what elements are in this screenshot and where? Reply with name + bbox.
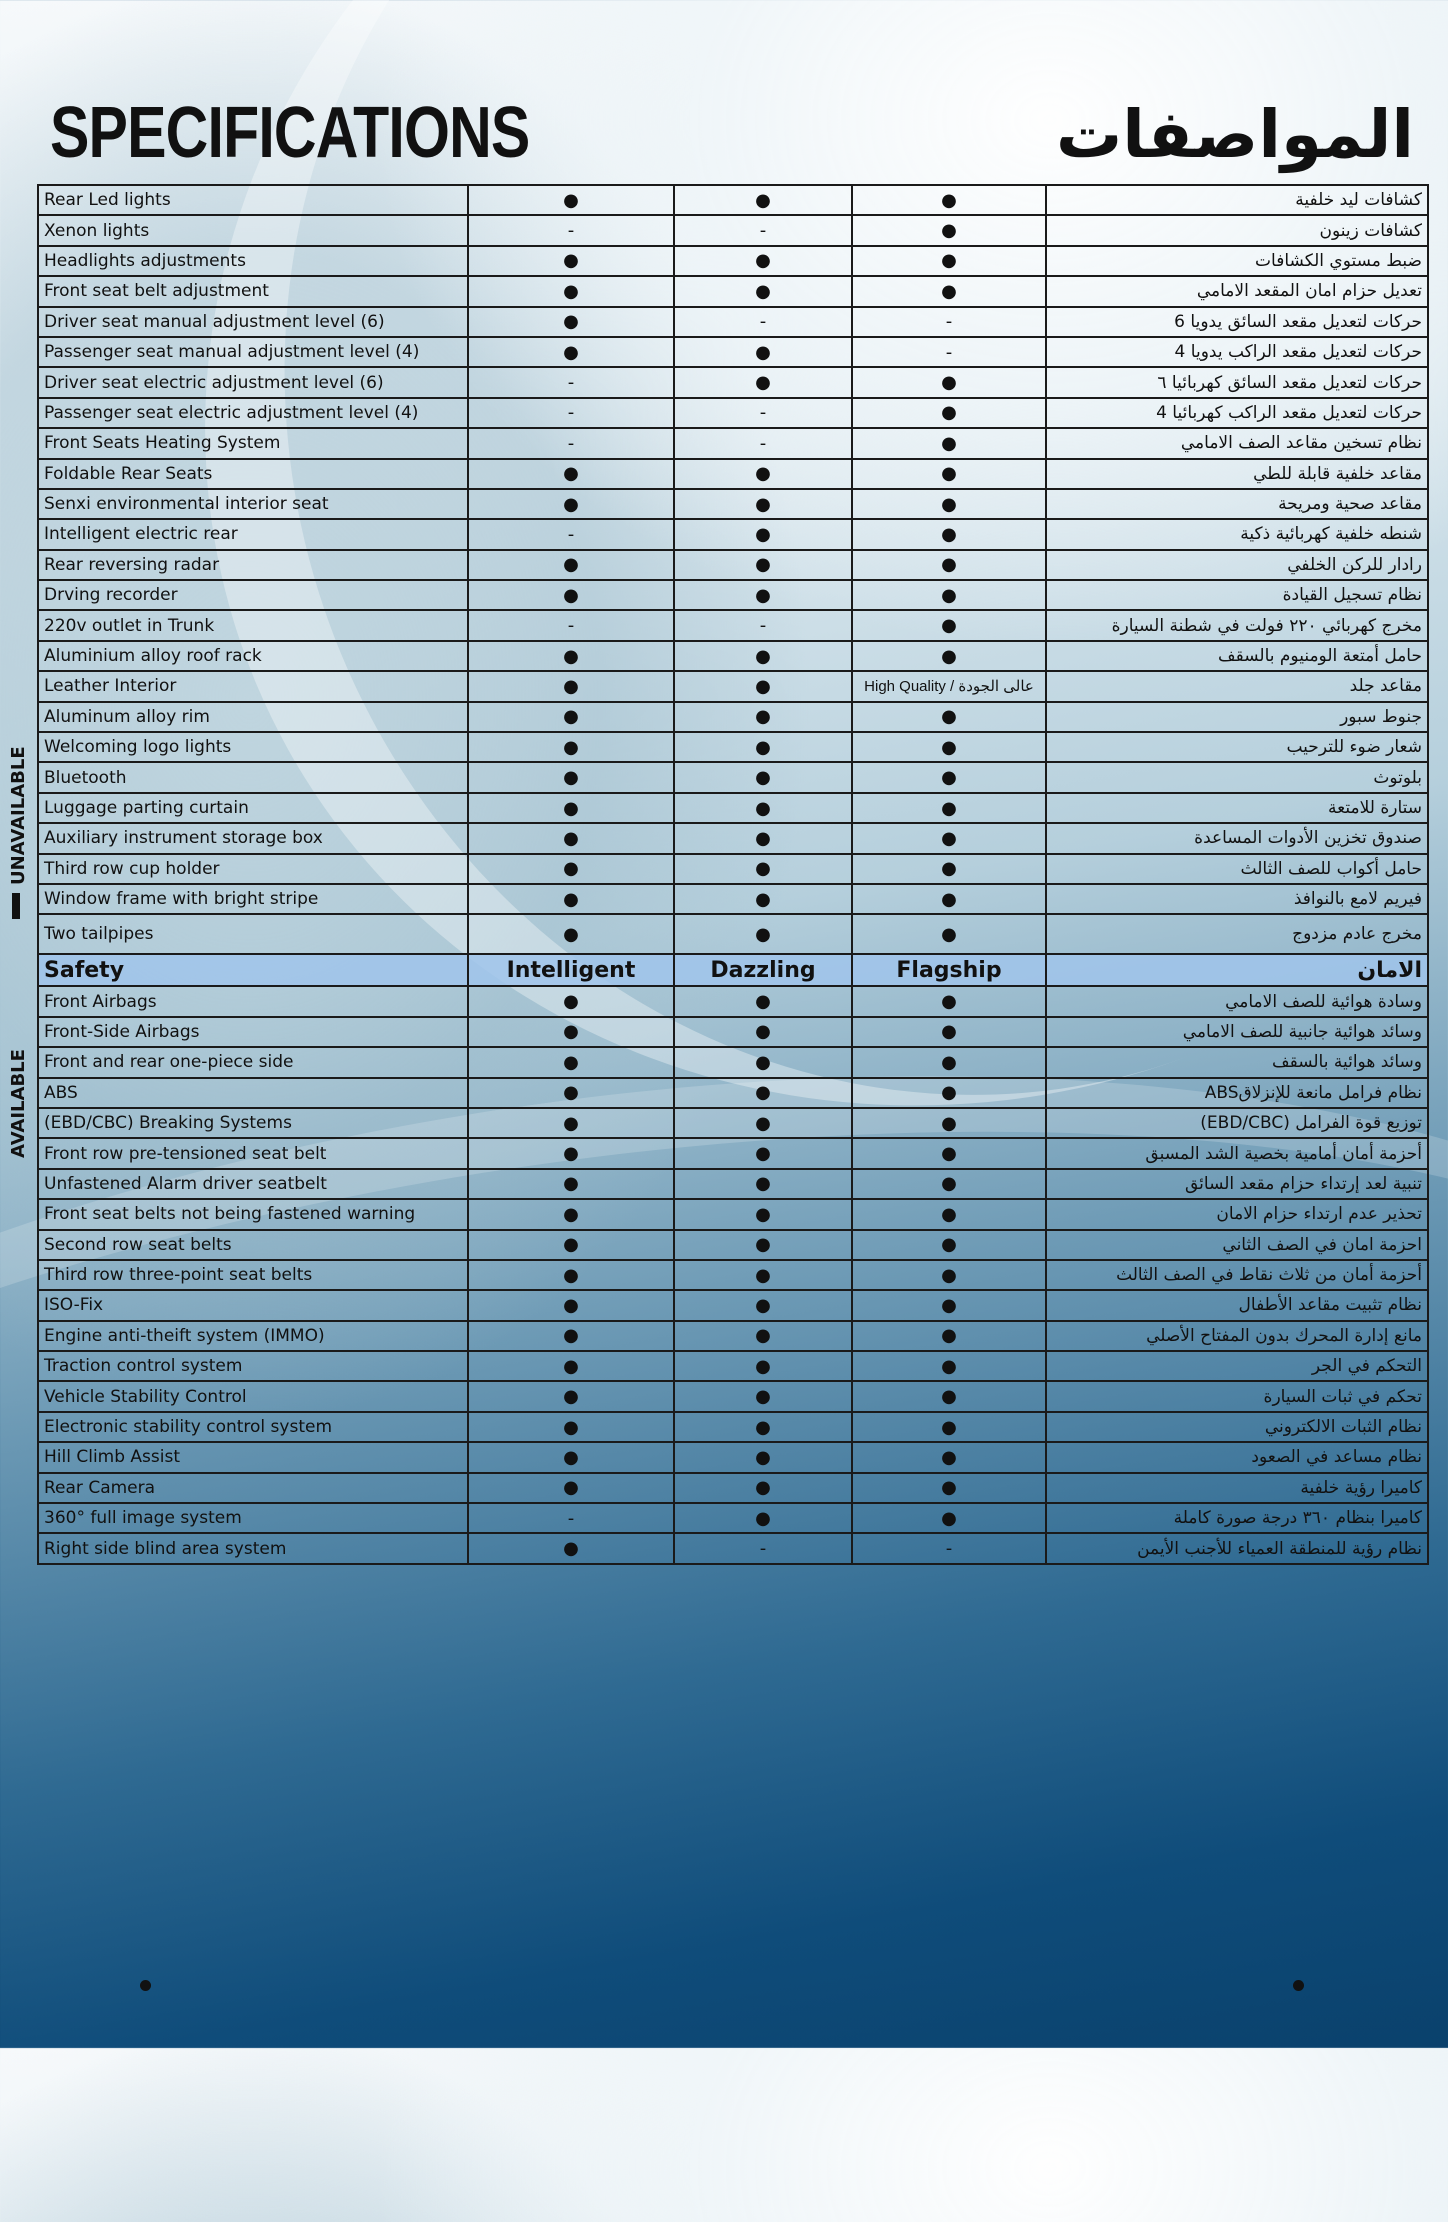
- availability-intelligent: -: [468, 1503, 674, 1533]
- availability-intelligent: ●: [468, 1078, 674, 1108]
- feature-name-arabic: حركات لتعديل مقعد السائق يدويا 6: [1046, 307, 1428, 337]
- availability-intelligent: -: [468, 610, 674, 640]
- availability-dazzling: ●: [674, 1473, 852, 1503]
- availability-dazzling: ●: [674, 185, 852, 215]
- specifications-table: [37, 184, 1429, 1565]
- availability-intelligent: ●: [468, 854, 674, 884]
- availability-flagship: ●: [852, 1412, 1046, 1442]
- feature-name-english: Passenger seat manual adjustment level (4): [38, 337, 468, 367]
- feature-name-english: Driver seat manual adjustment level (6): [38, 307, 468, 337]
- availability-dazzling: ●: [674, 276, 852, 306]
- availability-dazzling: ●: [674, 1290, 852, 1320]
- availability-flagship: ●: [852, 1108, 1046, 1138]
- availability-flagship: ●: [852, 641, 1046, 671]
- feature-name-english: Rear Led lights: [38, 185, 468, 215]
- availability-flagship: ●: [852, 1442, 1046, 1472]
- feature-name-english: Bluetooth: [38, 762, 468, 792]
- feature-name-english: Front Airbags: [38, 986, 468, 1016]
- availability-flagship: ●: [852, 215, 1046, 245]
- spec-row: [38, 1108, 1428, 1138]
- availability-flagship: ●: [852, 1290, 1046, 1320]
- availability-intelligent: ●: [468, 1381, 674, 1411]
- feature-name-english: Headlights adjustments: [38, 246, 468, 276]
- features-section: [38, 185, 1428, 954]
- availability-flagship: ●: [852, 1047, 1046, 1077]
- availability-dazzling: ●: [674, 762, 852, 792]
- availability-dazzling: ●: [674, 641, 852, 671]
- availability-flagship: ●: [852, 246, 1046, 276]
- availability-intelligent: ●: [468, 1351, 674, 1381]
- availability-intelligent: ●: [468, 185, 674, 215]
- availability-flagship: ●: [852, 1473, 1046, 1503]
- feature-name-arabic: وسائد هوائية جانبية للصف الامامي: [1046, 1017, 1428, 1047]
- feature-name-arabic: فيريم لامع بالنوافذ: [1046, 884, 1428, 914]
- availability-intelligent: ●: [468, 671, 674, 701]
- availability-intelligent: ●: [468, 1473, 674, 1503]
- availability-flagship: ●: [852, 519, 1046, 549]
- feature-name-english: Third row three-point seat belts: [38, 1260, 468, 1290]
- spec-row: [38, 1442, 1428, 1472]
- feature-name-arabic: تنبية لعد إرتداء حزام مقعد السائق: [1046, 1169, 1428, 1199]
- availability-dazzling: -: [674, 610, 852, 640]
- availability-intelligent: ●: [468, 1017, 674, 1047]
- unavailable-label: UNAVAILABLE: [8, 746, 29, 885]
- feature-name-english: Leather Interior: [38, 671, 468, 701]
- feature-name-english: Passenger seat electric adjustment level (4): [38, 398, 468, 428]
- availability-intelligent: ●: [468, 986, 674, 1016]
- availability-dazzling: ●: [674, 1381, 852, 1411]
- availability-flagship: ●: [852, 1503, 1046, 1533]
- availability-intelligent: ●: [468, 732, 674, 762]
- feature-name-arabic: وسادة هوائية للصف الامامي: [1046, 986, 1428, 1016]
- feature-name-english: Unfastened Alarm driver seatbelt: [38, 1169, 468, 1199]
- availability-dazzling: ●: [674, 1260, 852, 1290]
- availability-flagship: ●: [852, 1321, 1046, 1351]
- availability-dazzling: -: [674, 428, 852, 458]
- feature-name-arabic: مقاعد جلد: [1046, 671, 1428, 701]
- spec-row: [38, 732, 1428, 762]
- availability-flagship: ●: [852, 986, 1046, 1016]
- availability-intelligent: ●: [468, 276, 674, 306]
- availability-flagship: ●: [852, 1169, 1046, 1199]
- availability-flagship: ●: [852, 276, 1046, 306]
- availability-dazzling: -: [674, 215, 852, 245]
- page-dot-right: [1293, 1980, 1304, 1991]
- availability-dazzling: ●: [674, 489, 852, 519]
- feature-name-english: Front-Side Airbags: [38, 1017, 468, 1047]
- availability-intelligent: -: [468, 428, 674, 458]
- spec-row: [38, 246, 1428, 276]
- feature-name-arabic: حامل أكواب للصف الثالث: [1046, 854, 1428, 884]
- page-title-arabic: المواصفات: [1055, 96, 1414, 173]
- availability-flagship: -: [852, 307, 1046, 337]
- feature-name-arabic: كشافات ليد خلفية: [1046, 185, 1428, 215]
- availability-flagship: ●: [852, 580, 1046, 610]
- availability-dazzling: ●: [674, 854, 852, 884]
- feature-name-english: Engine anti-theift system (IMMO): [38, 1321, 468, 1351]
- spec-row: [38, 337, 1428, 367]
- feature-name-english: Welcoming logo lights: [38, 732, 468, 762]
- feature-name-english: ISO-Fix: [38, 1290, 468, 1320]
- feature-name-english: (EBD/CBC) Breaking Systems: [38, 1108, 468, 1138]
- spec-row: [38, 854, 1428, 884]
- page-title-english: SPECIFICATIONS: [50, 93, 530, 173]
- feature-name-arabic: نظام تسجيل القيادة: [1046, 580, 1428, 610]
- availability-dazzling: ●: [674, 732, 852, 762]
- spec-row: [38, 519, 1428, 549]
- availability-flagship: -: [852, 337, 1046, 367]
- availability-dazzling: ●: [674, 1351, 852, 1381]
- availability-dazzling: ●: [674, 1503, 852, 1533]
- availability-dazzling: ●: [674, 550, 852, 580]
- spec-row: [38, 1047, 1428, 1077]
- availability-flagship: ●: [852, 185, 1046, 215]
- availability-flagship: ●: [852, 1260, 1046, 1290]
- spec-row: [38, 762, 1428, 792]
- spec-row: [38, 1199, 1428, 1229]
- availability-intelligent: ●: [468, 1108, 674, 1138]
- feature-name-arabic: شنطه خلفية كهربائية ذكية: [1046, 519, 1428, 549]
- availability-flagship: ●: [852, 367, 1046, 397]
- spec-row: [38, 1351, 1428, 1381]
- spec-row: [38, 610, 1428, 640]
- feature-name-english: 220v outlet in Trunk: [38, 610, 468, 640]
- feature-name-arabic: حامل أمتعة الومنيوم بالسقف: [1046, 641, 1428, 671]
- spec-row: [38, 459, 1428, 489]
- feature-name-english: Vehicle Stability Control: [38, 1381, 468, 1411]
- availability-dazzling: ●: [674, 1108, 852, 1138]
- feature-name-arabic: شعار ضوء للترحيب: [1046, 732, 1428, 762]
- availability-flagship: ●: [852, 914, 1046, 954]
- spec-row: [38, 580, 1428, 610]
- feature-name-english: Front row pre-tensioned seat belt: [38, 1138, 468, 1168]
- availability-intelligent: ●: [468, 1412, 674, 1442]
- trim-dazzling-header: Dazzling: [674, 954, 852, 986]
- availability-dazzling: ●: [674, 1230, 852, 1260]
- spec-row: [38, 307, 1428, 337]
- safety-section: [38, 986, 1428, 1563]
- feature-name-english: Rear Camera: [38, 1473, 468, 1503]
- feature-name-english: Aluminum alloy rim: [38, 702, 468, 732]
- feature-name-arabic: نظام فرامل مانعة للإنزلاقABS: [1046, 1078, 1428, 1108]
- availability-dazzling: ●: [674, 914, 852, 954]
- feature-name-arabic: مقاعد خلفية قابلة للطي: [1046, 459, 1428, 489]
- spec-row: [38, 1078, 1428, 1108]
- availability-dazzling: ●: [674, 580, 852, 610]
- availability-dazzling: ●: [674, 519, 852, 549]
- feature-name-arabic: مانع إدارة المحرك بدون المفتاح الأصلي: [1046, 1321, 1428, 1351]
- feature-name-english: Rear reversing radar: [38, 550, 468, 580]
- feature-name-english: Aluminium alloy roof rack: [38, 641, 468, 671]
- availability-flagship: ●: [852, 854, 1046, 884]
- availability-intelligent: ●: [468, 1290, 674, 1320]
- feature-name-arabic: تحكم في ثبات السيارة: [1046, 1381, 1428, 1411]
- availability-dazzling: -: [674, 307, 852, 337]
- availability-flagship: ●: [852, 428, 1046, 458]
- spec-row: [38, 1503, 1428, 1533]
- availability-flagship: -: [852, 1533, 1046, 1563]
- availability-dazzling: ●: [674, 793, 852, 823]
- spec-row: [38, 986, 1428, 1016]
- feature-name-arabic: مخرج عادم مزدوج: [1046, 914, 1428, 954]
- feature-name-arabic: احزمة امان في الصف الثاني: [1046, 1230, 1428, 1260]
- spec-row: [38, 428, 1428, 458]
- spec-row: [38, 1533, 1428, 1563]
- feature-name-arabic: كشافات زينون: [1046, 215, 1428, 245]
- availability-dazzling: ●: [674, 337, 852, 367]
- spec-row: [38, 489, 1428, 519]
- spec-row: [38, 641, 1428, 671]
- feature-name-arabic: حركات لتعديل مقعد الراكب يدويا 4: [1046, 337, 1428, 367]
- feature-name-english: Luggage parting curtain: [38, 793, 468, 823]
- availability-intelligent: ●: [468, 1321, 674, 1351]
- availability-flagship: ●: [852, 1078, 1046, 1108]
- feature-name-arabic: نظام تثبيت مقاعد الأطفال: [1046, 1290, 1428, 1320]
- feature-name-english: Second row seat belts: [38, 1230, 468, 1260]
- availability-intelligent: ●: [468, 641, 674, 671]
- availability-intelligent: -: [468, 519, 674, 549]
- spec-row: [38, 367, 1428, 397]
- feature-name-english: Driver seat electric adjustment level (6): [38, 367, 468, 397]
- spec-row: [38, 884, 1428, 914]
- feature-name-arabic: أحزمة أمان من ثلاث نقاط في الصف الثالث: [1046, 1260, 1428, 1290]
- availability-intelligent: ●: [468, 246, 674, 276]
- feature-name-english: Front seat belts not being fastened warning: [38, 1199, 468, 1229]
- availability-dazzling: ●: [674, 1321, 852, 1351]
- spec-row: [38, 185, 1428, 215]
- availability-dazzling: ●: [674, 1412, 852, 1442]
- availability-intelligent: ●: [468, 823, 674, 853]
- feature-name-arabic: نظام تسخين مقاعد الصف الامامي: [1046, 428, 1428, 458]
- availability-intelligent: ●: [468, 550, 674, 580]
- availability-dazzling: ●: [674, 1138, 852, 1168]
- trim-intelligent-header: Intelligent: [468, 954, 674, 986]
- availability-flagship: ●: [852, 550, 1046, 580]
- spec-row: [38, 215, 1428, 245]
- feature-name-english: Drving recorder: [38, 580, 468, 610]
- availability-flagship: ●: [852, 459, 1046, 489]
- spec-row: [38, 1230, 1428, 1260]
- availability-flagship: ●: [852, 1381, 1046, 1411]
- availability-flagship: ●: [852, 610, 1046, 640]
- availability-intelligent: ●: [468, 884, 674, 914]
- availability-intelligent: ●: [468, 459, 674, 489]
- availability-dazzling: ●: [674, 702, 852, 732]
- availability-flagship: ●: [852, 398, 1046, 428]
- safety-header-label: Safety: [38, 954, 468, 986]
- availability-intelligent: ●: [468, 337, 674, 367]
- availability-intelligent: ●: [468, 1047, 674, 1077]
- availability-flagship: ●: [852, 1138, 1046, 1168]
- availability-flagship: High Quality / عالى الجودة: [852, 671, 1046, 701]
- availability-intelligent: -: [468, 398, 674, 428]
- feature-name-arabic: نظام رؤية للمنطقة العمياء للأجنب الأيمن: [1046, 1533, 1428, 1563]
- availability-dazzling: ●: [674, 1442, 852, 1472]
- feature-name-arabic: تحذير عدم ارتداء حزام الامان: [1046, 1199, 1428, 1229]
- spec-row: [38, 1169, 1428, 1199]
- availability-flagship: ●: [852, 823, 1046, 853]
- feature-name-arabic: نظام مساعد في الصعود: [1046, 1442, 1428, 1472]
- unavailable-dash-icon: [12, 893, 20, 919]
- feature-name-english: Front Seats Heating System: [38, 428, 468, 458]
- feature-name-english: ABS: [38, 1078, 468, 1108]
- availability-intelligent: ●: [468, 1442, 674, 1472]
- spec-row: [38, 914, 1428, 954]
- availability-dazzling: ●: [674, 1047, 852, 1077]
- feature-name-arabic: مقاعد صحية ومريحة: [1046, 489, 1428, 519]
- spec-row: [38, 550, 1428, 580]
- availability-intelligent: -: [468, 215, 674, 245]
- feature-name-arabic: حركات لتعديل مقعد الراكب كهربائيا 4: [1046, 398, 1428, 428]
- feature-name-english: Front seat belt adjustment: [38, 276, 468, 306]
- availability-dazzling: ●: [674, 1169, 852, 1199]
- spec-row: [38, 1290, 1428, 1320]
- availability-flagship: ●: [852, 793, 1046, 823]
- availability-flagship: ●: [852, 884, 1046, 914]
- feature-name-english: 360° full image system: [38, 1503, 468, 1533]
- feature-name-english: Traction control system: [38, 1351, 468, 1381]
- feature-name-english: Front and rear one-piece side: [38, 1047, 468, 1077]
- feature-name-english: Two tailpipes: [38, 914, 468, 954]
- feature-name-english: Intelligent electric rear: [38, 519, 468, 549]
- availability-intelligent: ●: [468, 1230, 674, 1260]
- availability-flagship: ●: [852, 1017, 1046, 1047]
- feature-name-english: Right side blind area system: [38, 1533, 468, 1563]
- availability-dazzling: -: [674, 398, 852, 428]
- availability-dazzling: ●: [674, 1199, 852, 1229]
- spec-row: [38, 276, 1428, 306]
- spec-row: [38, 823, 1428, 853]
- trim-flagship-header: Flagship: [852, 954, 1046, 986]
- safety-header-section: [38, 954, 1428, 986]
- availability-dazzling: ●: [674, 986, 852, 1016]
- feature-name-arabic: كاميرا رؤية خلفية: [1046, 1473, 1428, 1503]
- availability-dazzling: ●: [674, 671, 852, 701]
- availability-intelligent: ●: [468, 1533, 674, 1563]
- availability-intelligent: ●: [468, 1138, 674, 1168]
- feature-name-arabic: توزيع قوة الفرامل (EBD/CBC): [1046, 1108, 1428, 1138]
- feature-name-english: Window frame with bright stripe: [38, 884, 468, 914]
- spec-row: [38, 1321, 1428, 1351]
- spec-row: [38, 1381, 1428, 1411]
- availability-flagship: ●: [852, 702, 1046, 732]
- available-label: AVAILABLE: [8, 1049, 29, 1158]
- feature-name-arabic: أحزمة أمان أمامية بخصية الشد المسبق: [1046, 1138, 1428, 1168]
- feature-name-arabic: كاميرا بنظام ٣٦٠ درجة صورة كاملة: [1046, 1503, 1428, 1533]
- feature-name-english: Senxi environmental interior seat: [38, 489, 468, 519]
- feature-name-arabic: حركات لتعديل مقعد السائق كهربائيا ٦: [1046, 367, 1428, 397]
- spec-row: [38, 1412, 1428, 1442]
- feature-name-arabic: مخرج كهربائي ٢٢٠ فولت في شطنة السيارة: [1046, 610, 1428, 640]
- safety-header-label-arabic: الامان: [1046, 954, 1428, 986]
- availability-dazzling: ●: [674, 884, 852, 914]
- availability-flagship: ●: [852, 489, 1046, 519]
- availability-dazzling: ●: [674, 246, 852, 276]
- page-dot-left: [140, 1980, 151, 1991]
- safety-header-row: [38, 954, 1428, 986]
- feature-name-arabic: جنوط سبور: [1046, 702, 1428, 732]
- availability-intelligent: ●: [468, 793, 674, 823]
- availability-intelligent: -: [468, 367, 674, 397]
- feature-name-english: Electronic stability control system: [38, 1412, 468, 1442]
- feature-name-english: Third row cup holder: [38, 854, 468, 884]
- feature-name-arabic: تعديل حزام امان المقعد الامامي: [1046, 276, 1428, 306]
- feature-name-arabic: نظام الثبات الالكتروني: [1046, 1412, 1428, 1442]
- availability-intelligent: ●: [468, 1260, 674, 1290]
- feature-name-arabic: وسائد هوائية بالسقف: [1046, 1047, 1428, 1077]
- availability-flagship: ●: [852, 732, 1046, 762]
- feature-name-english: Hill Climb Assist: [38, 1442, 468, 1472]
- spec-row: [38, 702, 1428, 732]
- availability-intelligent: ●: [468, 914, 674, 954]
- feature-name-arabic: ضبط مستوي الكشافات: [1046, 246, 1428, 276]
- spec-row: [38, 1138, 1428, 1168]
- availability-flagship: ●: [852, 762, 1046, 792]
- feature-name-arabic: بلوتوث: [1046, 762, 1428, 792]
- availability-intelligent: ●: [468, 702, 674, 732]
- availability-dazzling: ●: [674, 459, 852, 489]
- spec-row: [38, 793, 1428, 823]
- availability-intelligent: ●: [468, 489, 674, 519]
- availability-intelligent: ●: [468, 307, 674, 337]
- availability-dazzling: ●: [674, 367, 852, 397]
- availability-dazzling: -: [674, 1533, 852, 1563]
- feature-name-arabic: ستارة للامتعة: [1046, 793, 1428, 823]
- feature-name-arabic: رادار للركن الخلفي: [1046, 550, 1428, 580]
- spec-row: [38, 1017, 1428, 1047]
- feature-name-english: Auxiliary instrument storage box: [38, 823, 468, 853]
- availability-flagship: ●: [852, 1230, 1046, 1260]
- feature-name-english: Xenon lights: [38, 215, 468, 245]
- availability-dazzling: ●: [674, 1078, 852, 1108]
- availability-intelligent: ●: [468, 762, 674, 792]
- spec-row: [38, 1473, 1428, 1503]
- spec-row: [38, 398, 1428, 428]
- availability-flagship: ●: [852, 1351, 1046, 1381]
- availability-intelligent: ●: [468, 1199, 674, 1229]
- availability-dazzling: ●: [674, 823, 852, 853]
- spec-row: [38, 671, 1428, 701]
- availability-flagship: ●: [852, 1199, 1046, 1229]
- feature-name-arabic: صندوق تخزين الأدوات المساعدة: [1046, 823, 1428, 853]
- availability-dazzling: ●: [674, 1017, 852, 1047]
- availability-intelligent: ●: [468, 1169, 674, 1199]
- feature-name-arabic: التحكم في الجر: [1046, 1351, 1428, 1381]
- spec-row: [38, 1260, 1428, 1290]
- availability-intelligent: ●: [468, 580, 674, 610]
- feature-name-english: Foldable Rear Seats: [38, 459, 468, 489]
